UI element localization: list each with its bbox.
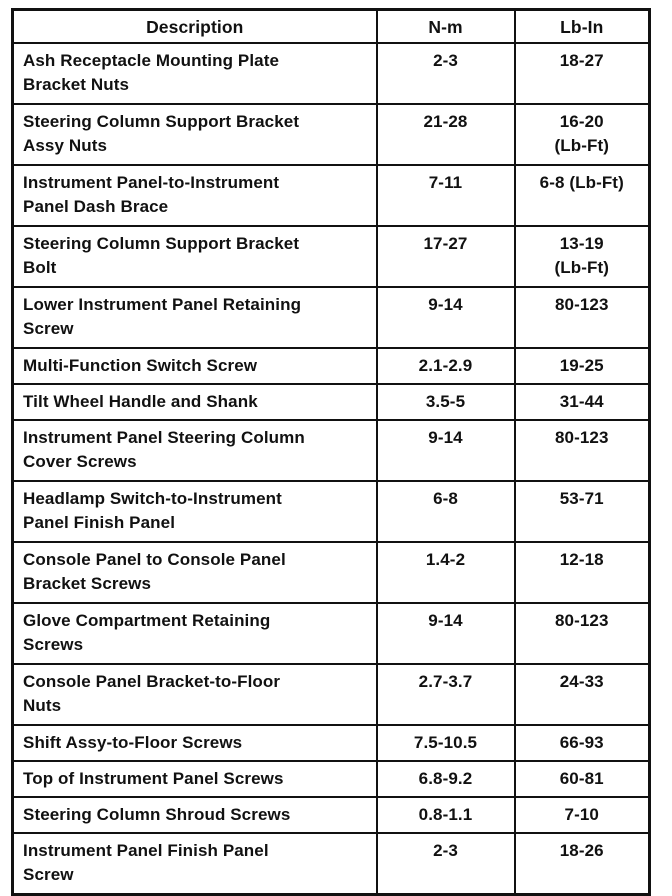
nm-value-cell	[377, 833, 515, 895]
nm-value-cell-line: 2.1-2.9	[418, 356, 473, 375]
table-row	[13, 384, 650, 420]
lbin-value-cell-line: 18-27	[559, 51, 604, 70]
nm-value-cell-line: 6-8	[433, 489, 458, 508]
description-cell	[13, 226, 377, 287]
description-cell	[13, 664, 377, 725]
description-cell-line: Top of Instrument Panel Screws	[23, 769, 284, 788]
description-cell-line: Screw	[23, 865, 74, 884]
column-header-lbin: Lb-In	[515, 10, 650, 44]
table-row	[13, 481, 650, 542]
table-row	[13, 348, 650, 384]
nm-value-cell	[377, 797, 515, 833]
description-cell	[13, 761, 377, 797]
lbin-value-cell	[515, 542, 650, 603]
lbin-value-cell	[515, 226, 650, 287]
lbin-value-cell	[515, 725, 650, 761]
description-cell	[13, 481, 377, 542]
description-cell-line: Console Panel to Console Panel	[23, 550, 286, 569]
lbin-value-cell-line: 80-123	[554, 295, 609, 314]
nm-value-cell-line: 3.5-5	[425, 392, 466, 411]
lbin-value-cell	[515, 165, 650, 226]
lbin-value-cell	[515, 603, 650, 664]
description-cell	[13, 287, 377, 348]
table-row	[13, 43, 650, 104]
nm-value-cell-line: 2.7-3.7	[418, 672, 473, 691]
lbin-value-cell	[515, 287, 650, 348]
description-cell-line: Tilt Wheel Handle and Shank	[23, 392, 258, 411]
nm-value-cell-line: 9-14	[428, 611, 463, 630]
lbin-value-cell	[515, 664, 650, 725]
lbin-value-cell	[515, 797, 650, 833]
lbin-value-cell-line: 80-123	[554, 611, 609, 630]
description-cell-line: Nuts	[23, 696, 62, 715]
description-cell	[13, 43, 377, 104]
nm-value-cell-line: 7.5-10.5	[413, 733, 478, 752]
lbin-value-cell-line: 66-93	[559, 733, 604, 752]
description-cell	[13, 725, 377, 761]
lbin-value-cell	[515, 104, 650, 165]
nm-value-cell-line: 2-3	[433, 51, 458, 70]
description-cell-line: Bracket Nuts	[23, 75, 130, 94]
column-header-nm: N-m	[377, 10, 515, 44]
description-cell	[13, 165, 377, 226]
lbin-value-cell-line: (Lb-Ft)	[554, 258, 609, 277]
description-cell-line: Multi-Function Switch Screw	[23, 356, 258, 375]
nm-value-cell	[377, 603, 515, 664]
nm-value-cell	[377, 384, 515, 420]
description-cell	[13, 542, 377, 603]
nm-value-cell	[377, 420, 515, 481]
table-row	[13, 226, 650, 287]
description-cell-line: Shift Assy-to-Floor Screws	[23, 733, 243, 752]
description-cell	[13, 420, 377, 481]
description-cell-line: Cover Screws	[23, 452, 137, 471]
description-cell-line: Instrument Panel Steering Column	[23, 428, 305, 447]
nm-value-cell-line: 9-14	[428, 428, 463, 447]
table-row	[13, 761, 650, 797]
description-cell-line: Screw	[23, 319, 74, 338]
description-cell-line: Headlamp Switch-to-Instrument	[23, 489, 282, 508]
lbin-value-cell	[515, 384, 650, 420]
lbin-value-cell-line: 60-81	[559, 769, 604, 788]
description-cell	[13, 104, 377, 165]
nm-value-cell-line: 2-3	[433, 841, 458, 860]
lbin-value-cell-line: (Lb-Ft)	[554, 136, 609, 155]
table-row	[13, 725, 650, 761]
nm-value-cell	[377, 761, 515, 797]
table-row	[13, 797, 650, 833]
nm-value-cell	[377, 348, 515, 384]
lbin-value-cell-line: 6-8 (Lb-Ft)	[539, 173, 624, 192]
lbin-value-cell-line: 18-26	[559, 841, 604, 860]
description-cell	[13, 603, 377, 664]
lbin-value-cell	[515, 348, 650, 384]
description-cell	[13, 797, 377, 833]
lbin-value-cell-line: 13-19	[559, 234, 604, 253]
description-cell-line: Instrument Panel-to-Instrument	[23, 173, 280, 192]
lbin-value-cell-line: 53-71	[559, 489, 604, 508]
nm-value-cell	[377, 104, 515, 165]
lbin-value-cell	[515, 761, 650, 797]
description-cell	[13, 384, 377, 420]
nm-value-cell-line: 17-27	[423, 234, 468, 253]
lbin-value-cell-line: 80-123	[554, 428, 609, 447]
nm-value-cell	[377, 43, 515, 104]
table-row	[13, 420, 650, 481]
description-cell-line: Steering Column Support Bracket	[23, 112, 300, 131]
description-cell	[13, 833, 377, 895]
nm-value-cell	[377, 725, 515, 761]
lbin-value-cell-line: 16-20	[559, 112, 604, 131]
lbin-value-cell	[515, 833, 650, 895]
nm-value-cell-line: 21-28	[423, 112, 468, 131]
description-cell-line: Console Panel Bracket-to-Floor	[23, 672, 281, 691]
lbin-value-cell-line: 19-25	[559, 356, 604, 375]
header-row	[13, 10, 650, 44]
description-cell-line: Bracket Screws	[23, 574, 152, 593]
lbin-value-cell	[515, 420, 650, 481]
nm-value-cell	[377, 165, 515, 226]
description-cell-line: Panel Finish Panel	[23, 513, 176, 532]
table-row	[13, 542, 650, 603]
nm-value-cell	[377, 287, 515, 348]
nm-value-cell	[377, 664, 515, 725]
description-cell-line: Steering Column Shroud Screws	[23, 805, 291, 824]
table-row	[13, 287, 650, 348]
table-row	[13, 165, 650, 226]
table-row	[13, 104, 650, 165]
description-cell-line: Glove Compartment Retaining	[23, 611, 271, 630]
lbin-value-cell-line: 24-33	[559, 672, 604, 691]
description-cell-line: Panel Dash Brace	[23, 197, 169, 216]
nm-value-cell	[377, 542, 515, 603]
lbin-value-cell-line: 31-44	[559, 392, 604, 411]
nm-value-cell-line: 1.4-2	[425, 550, 466, 569]
nm-value-cell-line: 6.8-9.2	[418, 769, 473, 788]
lbin-value-cell-line: 7-10	[564, 805, 599, 824]
nm-value-cell-line: 0.8-1.1	[418, 805, 473, 824]
column-header-description: Description	[13, 10, 377, 44]
nm-value-cell-line: 7-11	[428, 173, 463, 192]
description-cell-line: Instrument Panel Finish Panel	[23, 841, 269, 860]
torque-spec-table	[11, 8, 651, 896]
description-cell-line: Lower Instrument Panel Retaining	[23, 295, 302, 314]
table-row	[13, 833, 650, 895]
table-body	[13, 43, 650, 895]
description-cell-line: Assy Nuts	[23, 136, 108, 155]
nm-value-cell-line: 9-14	[428, 295, 463, 314]
description-cell	[13, 348, 377, 384]
description-cell-line: Screws	[23, 635, 84, 654]
description-cell-line: Steering Column Support Bracket	[23, 234, 300, 253]
description-cell-line: Ash Receptacle Mounting Plate	[23, 51, 280, 70]
table-row	[13, 603, 650, 664]
lbin-value-cell-line: 12-18	[559, 550, 604, 569]
description-cell-line: Bolt	[23, 258, 57, 277]
lbin-value-cell	[515, 481, 650, 542]
table-row	[13, 664, 650, 725]
lbin-value-cell	[515, 43, 650, 104]
nm-value-cell	[377, 226, 515, 287]
nm-value-cell	[377, 481, 515, 542]
